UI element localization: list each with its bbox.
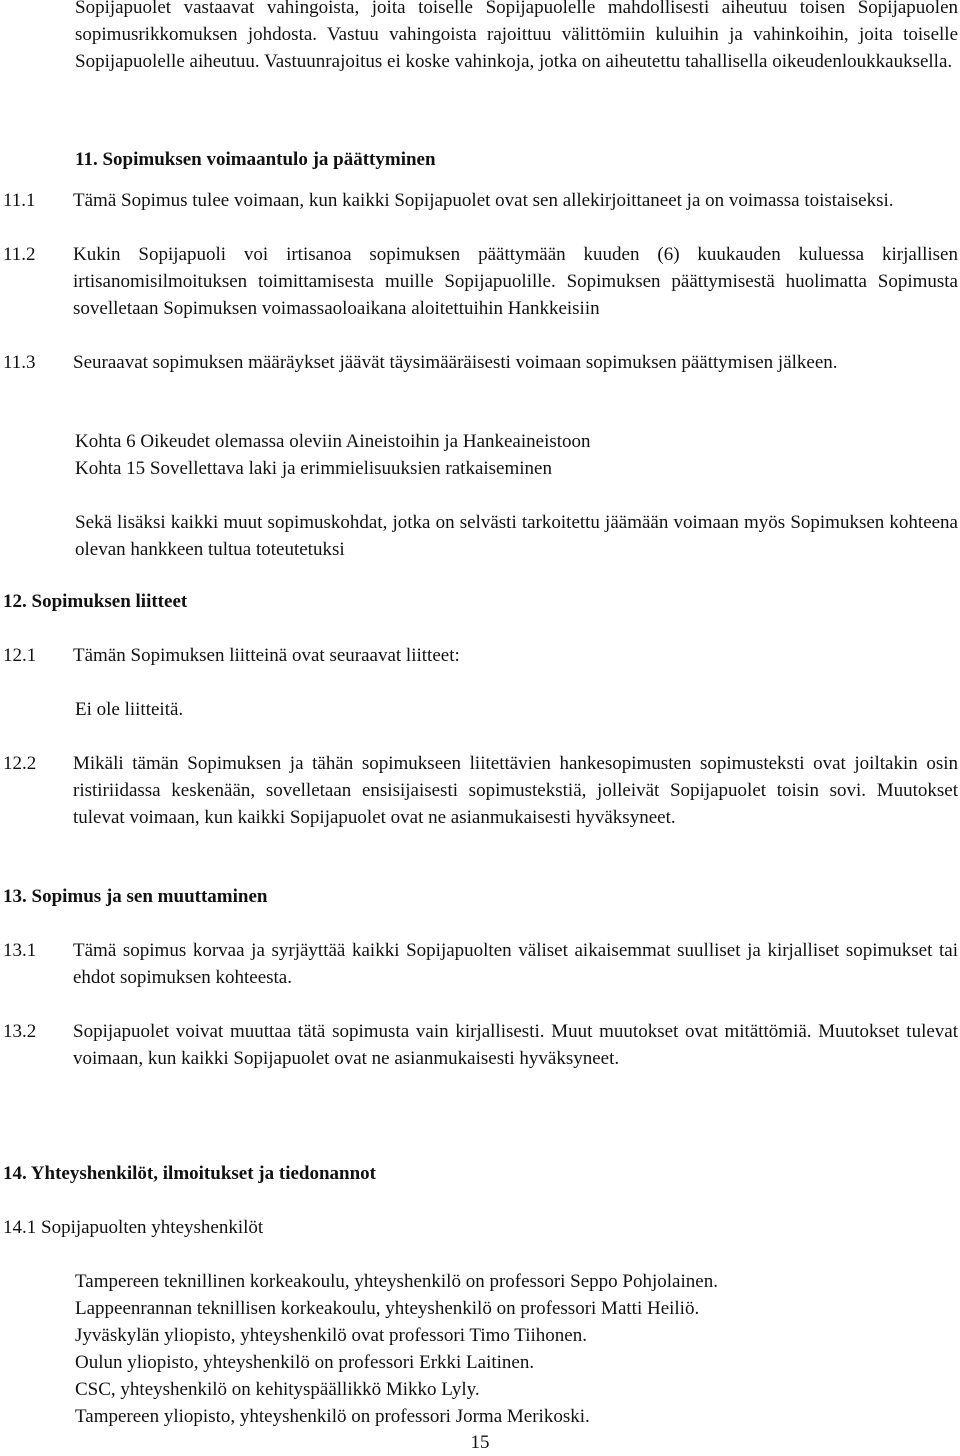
page-number: 15 [470,1432,490,1453]
item-number: 12.1 [3,645,37,666]
contact-list [75,1268,718,1430]
item-number: 11.1 [3,190,36,211]
subsection-14-1: 14.1 Sopijapuolten yhteyshenkilöt [3,1217,264,1238]
item-text: Tämä sopimus korvaa ja syrjäyttää kaikki Sopijapuolten väliset aikaisemmat suulliset ja kirjalliset sopimukset tai ehdot sopimuksen kohteesta. [73,940,958,988]
section-14-heading: 14. Yhteyshenkilöt, ilmoitukset ja tiedonannot [3,1163,376,1184]
item-11-2 [3,241,958,322]
item-11-1 [3,187,958,214]
item-12-2 [3,750,958,831]
item-text: Kukin Sopijapuoli voi irtisanoa sopimuksen päättymään kuuden (6) kuukauden kuluessa kirjallisen irtisanomisilmoituksen toimittamisesta muille Sopijapuolille. Sopimuksen päättymisestä huolimatta Sopimusta sovelletaan Sopimuksen voimassaoloaikana aloitettuihin Hankkeisiin [73,244,958,319]
contact-item: Oulun yliopisto, yhteyshenkilö on professori Erkki Laitinen. [75,1352,535,1373]
item-text: Tämä Sopimus tulee voimaan, kun kaikki Sopijapuolet ovat sen allekirjoittaneet ja on voimassa toistaiseksi. [73,190,894,211]
item-number: 12.2 [3,753,37,774]
item-13-1 [3,937,958,991]
item-text: Seuraavat sopimuksen määräykset jäävät täysimääräisesti voimaan sopimuksen päättymisen jälkeen. [73,352,838,373]
item-text: Mikäli tämän Sopimuksen ja tähän sopimukseen liitettävien hankesopimusten sopimusteksti ovat joiltakin osin ristiriidassa keskenään, sovelletaan ensisijaisesti sopimustekstiä, jolleivät Sopijapuolet toisin sovi. Muutokset tulevat voimaan, kun kaikki Sopijapuolet ovat ne asianmukaisesti hyväksyneet. [73,753,958,828]
item-number: 11.2 [3,244,36,265]
section-12-heading: 12. Sopimuksen liitteet [3,591,188,612]
clause-15: Kohta 15 Sovellettava laki ja erimmielisuuksien ratkaiseminen [75,458,552,479]
clause-6: Kohta 6 Oikeudet olemassa oleviin Aineistoihin ja Hankeaineistoon [75,431,591,452]
contact-item: Tampereen yliopisto, yhteyshenkilö on professori Jorma Merikoski. [75,1406,590,1427]
item-number: 13.2 [3,1021,37,1042]
item-text: Sopijapuolet voivat muuttaa tätä sopimusta vain kirjallisesti. Muut muutokset ovat mitättömiä. Muutokset tulevat voimaan, kun kaikki Sopijapuolet ovat ne asianmukaisesti hyväksyneet. [73,1021,958,1069]
no-attachments-note: Ei ole liitteitä. [75,699,184,720]
surviving-clauses [75,428,591,482]
item-12-1 [3,642,958,669]
contact-item: Lappeenrannan teknillisen korkeakoulu, yhteyshenkilö on professori Matti Heiliö. [75,1298,700,1319]
item-11-3 [3,349,958,376]
other-surviving-clauses: Sekä lisäksi kaikki muut sopimuskohdat, jotka on selvästi tarkoitettu jäämään voimaan myös Sopimuksen kohteena olevan hankkeen tultua toteutetuksi [75,512,958,560]
item-13-2 [3,1018,958,1072]
liability-paragraph: Sopijapuolet vastaavat vahingoista, joita toiselle Sopijapuolelle mahdollisesti aiheutuu toisen Sopijapuolen sopimusrikkomuksen johdosta. Vastuu vahingoista rajoittuu välittömiin kuluihin ja vahinkoihin, joita toiselle Sopijapuolelle aiheutuu. Vastuunrajoitus ei koske vahinkoja, jotka on aiheutettu tahallisella oikeudenloukkauksella. [75,0,958,72]
item-text: Tämän Sopimuksen liitteinä ovat seuraavat liitteet: [73,645,460,666]
item-number: 11.3 [3,352,36,373]
contact-item: Jyväskylän yliopisto, yhteyshenkilö ovat professori Timo Tiihonen. [75,1325,587,1346]
contact-item: Tampereen teknillinen korkeakoulu, yhteyshenkilö on professori Seppo Pohjolainen. [75,1271,718,1292]
section-13-heading: 13. Sopimus ja sen muuttaminen [3,886,268,907]
section-11-heading: 11. Sopimuksen voimaantulo ja päättyminen [75,149,436,170]
contact-item: CSC, yhteyshenkilö on kehityspäällikkö Mikko Lyly. [75,1379,480,1400]
item-number: 13.1 [3,940,37,961]
